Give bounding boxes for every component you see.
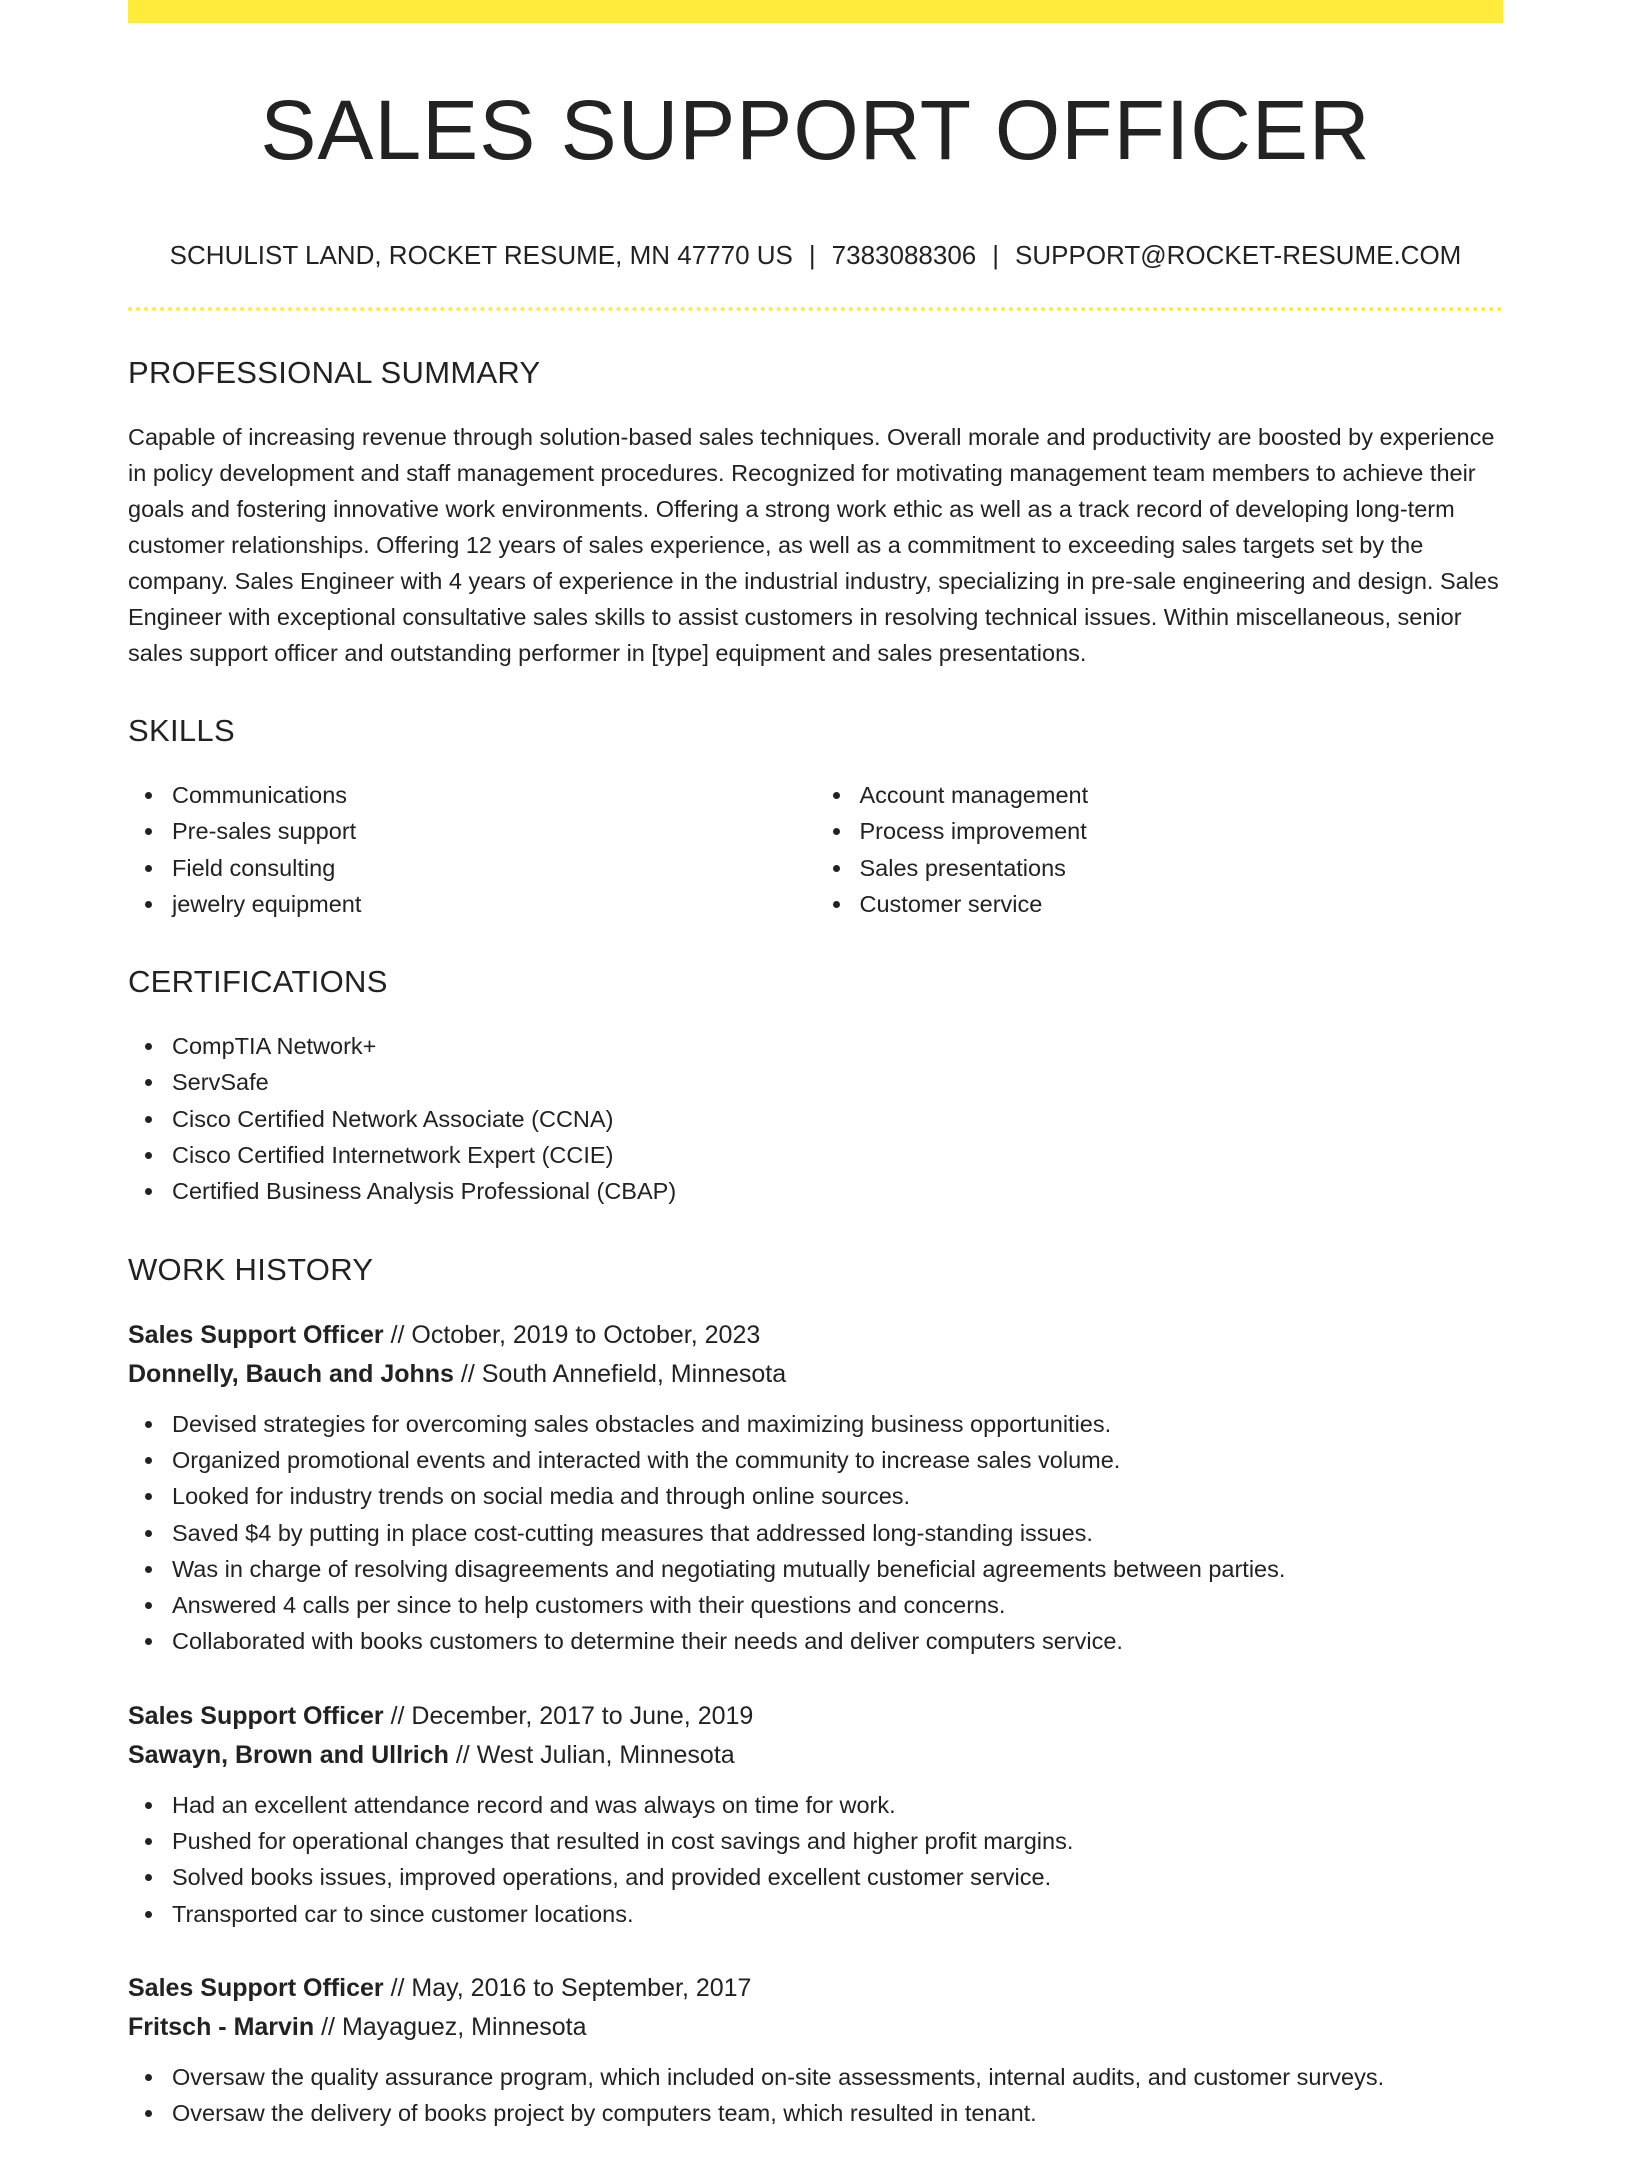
skill-item: Sales presentations [816,850,1504,886]
skill-item: Customer service [816,886,1504,922]
job-duty: Transported car to since customer locations. [128,1896,1503,1932]
certification-item: CompTIA Network+ [128,1028,1503,1064]
job-location: // Mayaguez, Minnesota [314,2012,587,2041]
skill-item: jewelry equipment [128,886,816,922]
job-duty: Oversaw the delivery of books project by computers team, which resulted in tenant. [128,2095,1503,2131]
job-duties-list [128,2059,1503,2132]
job-role: Sales Support Officer [128,1320,384,1349]
job-dates: // May, 2016 to September, 2017 [383,1973,752,2002]
contact-separator: | [992,240,1000,270]
certifications-list [128,1028,1503,1209]
accent-top-bar [128,0,1503,23]
job-role: Sales Support Officer [128,1701,384,1730]
skills-grid [128,777,1503,922]
job-entry [128,1969,1503,2132]
job-company-line [128,1736,1503,1775]
job-duty: Saved $4 by putting in place cost-cutting measures that addressed long-standing issues. [128,1515,1503,1551]
job-dates: // December, 2017 to June, 2019 [383,1701,754,1730]
contact-separator: | [808,240,816,270]
job-duties-list [128,1787,1503,1932]
job-location: // West Julian, Minnesota [448,1740,735,1769]
work-history-heading: WORK HISTORY [128,1251,374,1287]
job-duty: Answered 4 calls per since to help customers with their questions and concerns. [128,1587,1503,1623]
certification-item: Certified Business Analysis Professional (CBAP) [128,1173,1503,1209]
job-duty: Pushed for operational changes that resulted in cost savings and higher profit margins. [128,1823,1503,1859]
job-duty: Looked for industry trends on social media and through online sources. [128,1478,1503,1514]
summary-text: Capable of increasing revenue through solution-based sales techniques. Overall morale and productivity are boosted by experience in policy development and staff management procedures. Recognized for motivating management team members to achieve their goals and fostering innovative work environments. Offering a strong work ethic as well as a track record of developing long-term customer relationships. Offering 12 years of sales experience, as well as a commitment to exceeding sales targets set by the company. Sales Engineer with 4 years of experience in the industrial industry, specializing in pre-sale engineering and design. Sales Engineer with exceptional consultative sales skills to assist customers in resolving technical issues. Within miscellaneous, senior sales support officer and outstanding performer in [type] equipment and sales presentations. [128,424,1499,666]
job-duty: Had an excellent attendance record and was always on time for work. [128,1787,1503,1823]
job-title-line [128,1316,1503,1355]
job-title-line [128,1969,1503,2008]
job-duty: Solved books issues, improved operations, and provided excellent customer service. [128,1859,1503,1895]
work-history-section [128,1252,1503,2132]
summary-heading: PROFESSIONAL SUMMARY [128,355,541,390]
skill-item: Process improvement [816,813,1504,849]
skill-item: Pre-sales support [128,813,816,849]
job-duty: Was in charge of resolving disagreements and negotiating mutually beneficial agreements between parties. [128,1551,1503,1587]
resume-content [128,355,1503,2169]
job-duties-list [128,1406,1503,1660]
job-entry [128,1697,1503,1932]
job-duty: Devised strategies for overcoming sales obstacles and maximizing business opportunities. [128,1406,1503,1442]
certification-item: Cisco Certified Network Associate (CCNA) [128,1101,1503,1137]
job-company: Fritsch - Marvin [128,2012,315,2041]
job-company-line [128,1355,1503,1394]
contact-email: SUPPORT@ROCKET-RESUME.COM [1015,240,1462,270]
job-role: Sales Support Officer [128,1973,384,2002]
skill-item: Field consulting [128,850,816,886]
skills-section [128,713,1503,922]
summary-section [128,355,1503,671]
contact-address: SCHULIST LAND, ROCKET RESUME, MN 47770 US [169,240,793,270]
certification-item: Cisco Certified Internetwork Expert (CCIE) [128,1137,1503,1173]
certification-item: ServSafe [128,1064,1503,1100]
job-duty: Oversaw the quality assurance program, which included on-site assessments, internal audits, and customer surveys. [128,2059,1503,2095]
skill-item: Communications [128,777,816,813]
skill-item: Account management [816,777,1504,813]
skills-list-right [816,777,1504,922]
job-company-line [128,2008,1503,2047]
job-entry [128,1316,1503,1660]
job-location: // South Annefield, Minnesota [453,1359,787,1388]
resume-title: SALES SUPPORT OFFICER [260,83,1371,177]
job-company: Sawayn, Brown and Ullrich [128,1740,449,1769]
contact-phone: 7383088306 [831,240,977,270]
contact-info [128,240,1503,271]
job-title-line [128,1697,1503,1736]
certifications-section [128,964,1503,1209]
job-dates: // October, 2019 to October, 2023 [383,1320,761,1349]
skills-heading: SKILLS [128,713,235,748]
job-duty: Collaborated with books customers to determine their needs and deliver computers service. [128,1623,1503,1659]
skills-list-left [128,777,816,922]
job-company: Donnelly, Bauch and Johns [128,1359,454,1388]
header-divider [128,307,1503,311]
certifications-heading: CERTIFICATIONS [128,964,388,1000]
job-duty: Organized promotional events and interacted with the community to increase sales volume. [128,1442,1503,1478]
